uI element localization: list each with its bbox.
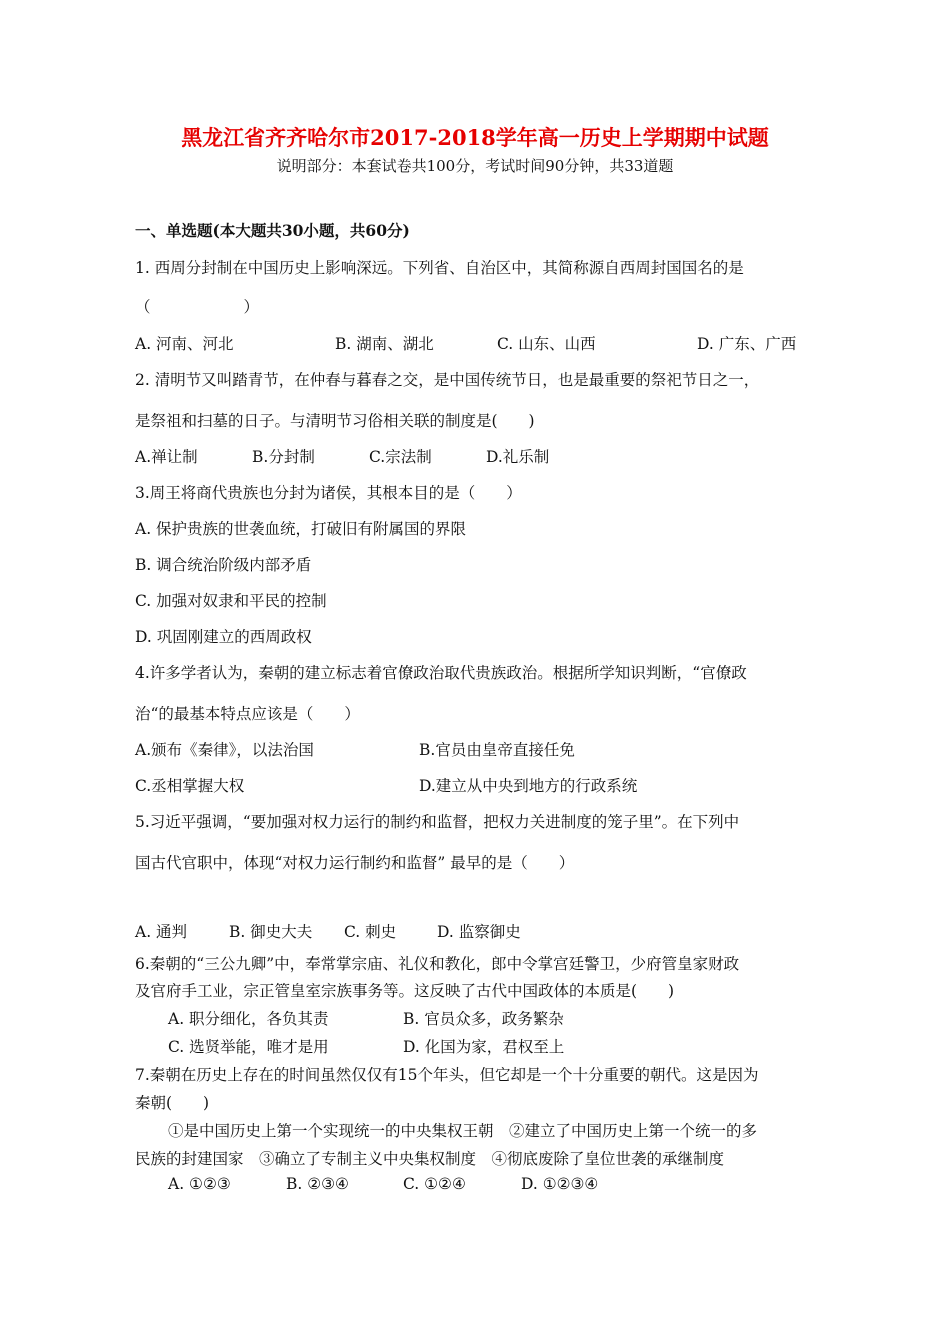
q6-option-d: D. 化国为家，君权至上 xyxy=(403,1038,565,1056)
q1-stem: 1. 西周分封制在中国历史上影响深远。下列省、自治区中，其简称源自西周封国国名的是 xyxy=(135,259,744,277)
q3-stem: 3.周王将商代贵族也分封为诸侯，其根本目的是（ ） xyxy=(135,484,522,502)
q3-option-a: A. 保护贵族的世袭血统，打破旧有附属国的界限 xyxy=(135,520,467,538)
q1-option-a: A. 河南、河北 xyxy=(135,335,234,353)
q3-option-b: B. 调合统治阶级内部矛盾 xyxy=(135,556,312,574)
q5-option-a: A. 通判 xyxy=(135,923,188,941)
q4-stem-line1: 4.许多学者认为，秦朝的建立标志着官僚政治取代贵族政治。根据所学知识判断，“官僚政 xyxy=(135,664,747,682)
q4-option-d: D.建立从中央到地方的行政系统 xyxy=(419,777,638,795)
exam-title: 黑龙江省齐齐哈尔市2017-2018学年高一历史上学期期中试题 xyxy=(181,125,769,150)
section-header: 一、单选题(本大题共30小题，共60分) xyxy=(135,221,410,240)
q7-option-d: D. ①②③④ xyxy=(521,1175,599,1193)
q7-stem-line1: 7.秦朝在历史上存在的时间虽然仅仅有15个年头，但它却是一个十分重要的朝代。这是因为 xyxy=(135,1066,759,1084)
q2-option-a: A.禅让制 xyxy=(135,448,198,466)
q1-option-b: B. 湖南、湖北 xyxy=(335,335,434,353)
q5-option-c: C. 刺史 xyxy=(344,923,397,941)
q6-option-c: C. 选贤举能，唯才是用 xyxy=(168,1038,329,1056)
exam-instructions: 说明部分：本套试卷共100分，考试时间90分钟，共33道题 xyxy=(276,157,674,175)
q1-option-c: C. 山东、山西 xyxy=(497,335,596,353)
q3-option-c: C. 加强对奴隶和平民的控制 xyxy=(135,592,327,610)
q2-stem-line2: 是祭祖和扫墓的日子。与清明节习俗相关联的制度是( ) xyxy=(135,412,535,430)
q7-statements-line2: 民族的封建国家 ③确立了专制主义中央集权制度 ④彻底废除了皇位世袭的承继制度 xyxy=(135,1150,725,1168)
q7-statements-line1: ①是中国历史上第一个实现统一的中央集权王朝 ②建立了中国历史上第一个统一的多 xyxy=(168,1122,758,1140)
q5-option-b: B. 御史大夫 xyxy=(229,923,313,941)
q6-stem-line1: 6.秦朝的“三公九卿”中，奉常掌宗庙、礼仪和教化，郎中令掌宫廷警卫，少府管皇家财政 xyxy=(135,955,740,973)
q1-option-d: D. 广东、广西 xyxy=(697,335,797,353)
q6-option-a: A. 职分细化，各负其责 xyxy=(168,1010,329,1028)
q4-stem-line2: 治“的最基本特点应该是（ ） xyxy=(135,705,360,723)
q6-stem-line2: 及官府手工业，宗正管皇室宗族事务等。这反映了古代中国政体的本质是( ) xyxy=(135,982,675,1000)
q1-answer-blank: （ ） xyxy=(135,298,260,316)
q2-stem-line1: 2. 清明节又叫踏青节，在仲春与暮春之交，是中国传统节日，也是最重要的祭祀节日之一， xyxy=(135,371,760,389)
q5-option-d: D. 监察御史 xyxy=(437,923,521,941)
q6-option-b: B. 官员众多，政务繁杂 xyxy=(403,1010,564,1028)
q5-stem-line2: 国古代官职中，体现“对权力运行制约和监督” 最早的是（ ） xyxy=(135,854,575,872)
q3-option-d: D. 巩固刚建立的西周政权 xyxy=(135,628,312,646)
q5-stem-line1: 5.习近平强调，“要加强对权力运行的制约和监督，把权力关进制度的笼子里”。在下列中 xyxy=(135,813,740,831)
q7-option-c: C. ①②④ xyxy=(403,1175,466,1193)
q2-option-b: B.分封制 xyxy=(252,448,315,466)
q7-stem-line2: 秦朝( ) xyxy=(135,1094,210,1112)
q4-option-a: A.颁布《秦律》，以法治国 xyxy=(135,741,314,759)
q7-option-a: A. ①②③ xyxy=(168,1175,231,1193)
q4-option-b: B.官员由皇帝直接任免 xyxy=(419,741,575,759)
q2-option-d: D.礼乐制 xyxy=(486,448,550,466)
q4-option-c: C.丞相掌握大权 xyxy=(135,777,245,795)
q2-option-c: C.宗法制 xyxy=(369,448,432,466)
q7-option-b: B. ②③④ xyxy=(286,1175,349,1193)
